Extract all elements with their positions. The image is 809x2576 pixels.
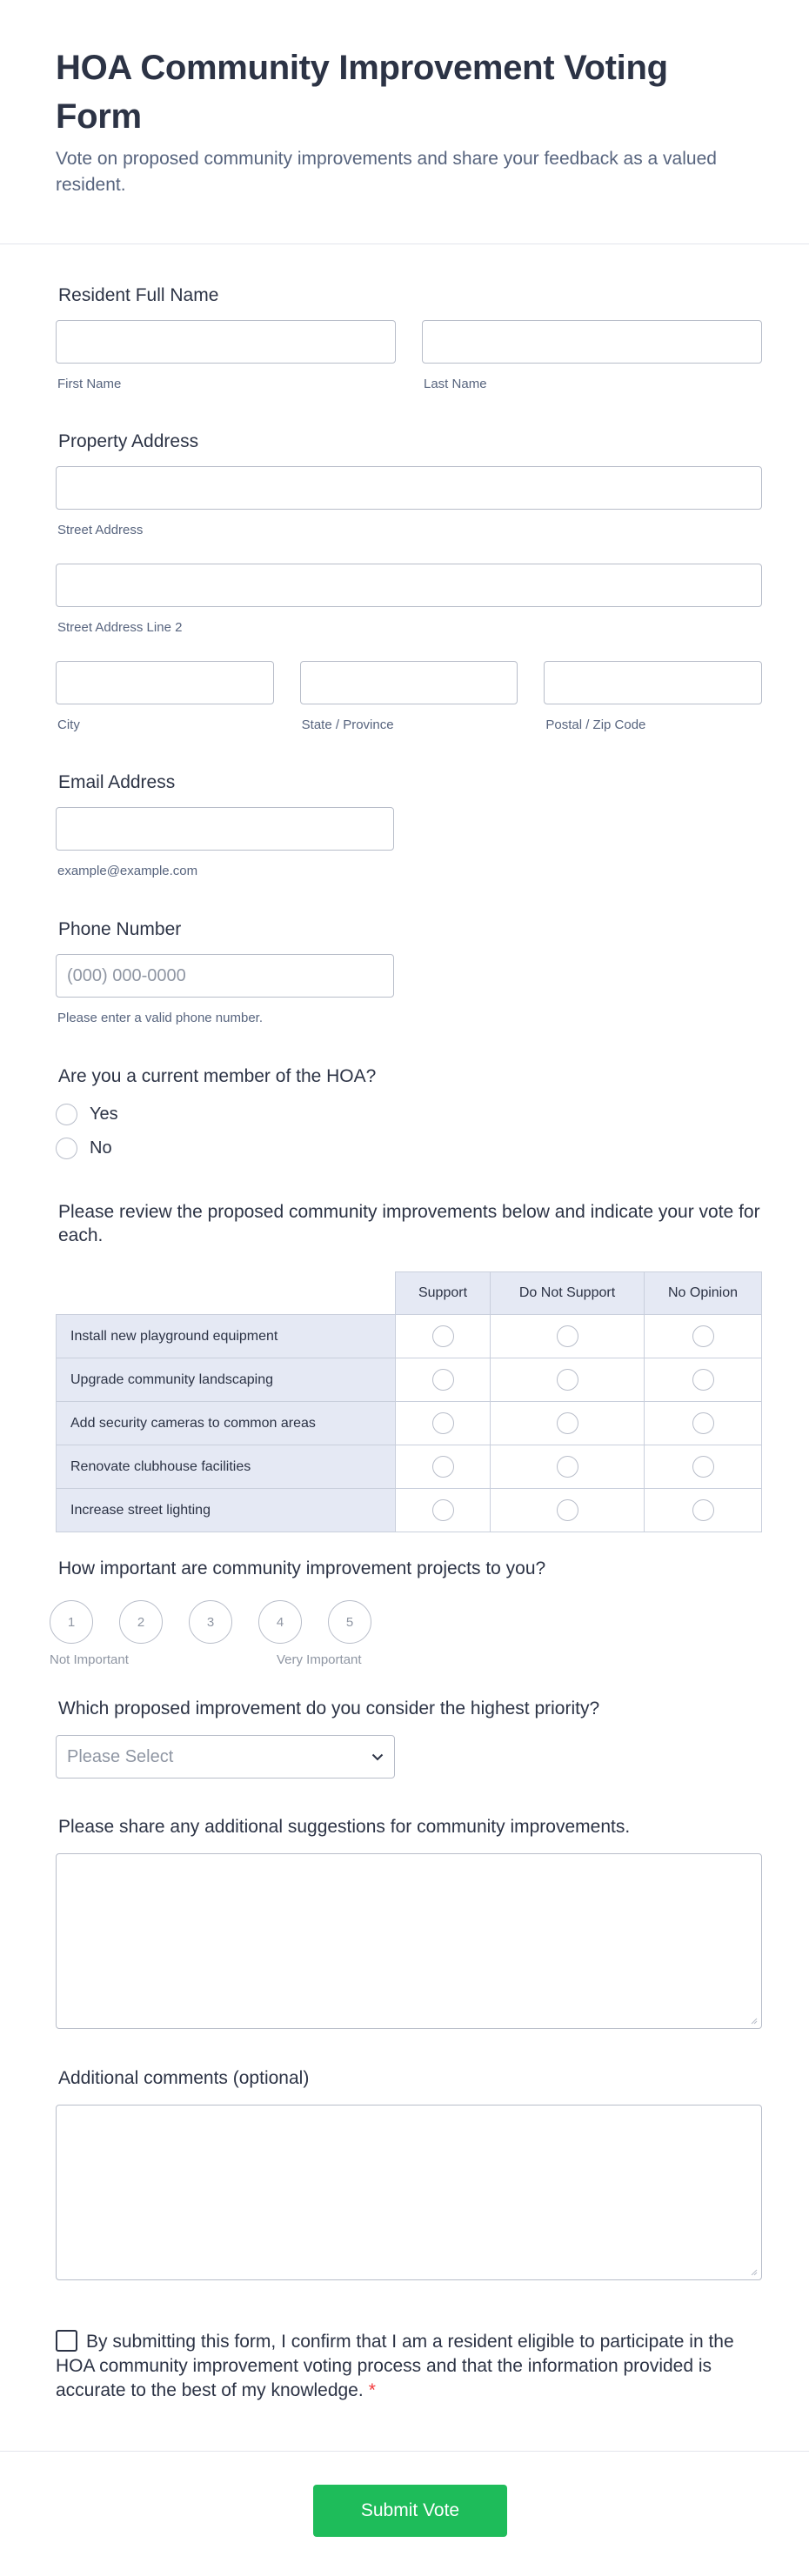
first-name-input[interactable] xyxy=(56,320,396,364)
membership-option-label: Yes xyxy=(90,1104,118,1124)
priority-select[interactable] xyxy=(56,1735,395,1779)
city-input[interactable] xyxy=(56,661,274,704)
scale-high-label: Very Important xyxy=(277,1652,362,1667)
membership-option-label: No xyxy=(90,1138,112,1158)
matrix-cell[interactable] xyxy=(396,1358,491,1402)
comments-field xyxy=(56,2066,762,2280)
zip-sublabel: Postal / Zip Code xyxy=(545,717,646,732)
matrix-cell[interactable] xyxy=(491,1445,645,1489)
street-address-line2-input[interactable] xyxy=(56,564,762,607)
submit-button[interactable]: Submit Vote xyxy=(313,2485,507,2537)
radio-circle-icon[interactable] xyxy=(557,1325,578,1347)
name-field xyxy=(56,284,762,393)
matrix-cell[interactable] xyxy=(491,1358,645,1402)
comments-label: Additional comments (optional) xyxy=(58,2068,310,2088)
page-subtitle: Vote on proposed community improvements and share your feedback as a valued resident. xyxy=(56,149,717,195)
scale-low-label: Not Important xyxy=(50,1652,129,1667)
radio-circle-icon[interactable] xyxy=(432,1412,454,1434)
consent-checkbox[interactable] xyxy=(56,2330,77,2352)
phone-field xyxy=(56,918,762,1027)
radio-circle-icon[interactable] xyxy=(432,1325,454,1347)
improvements-matrix xyxy=(56,1271,762,1532)
required-mark: * xyxy=(368,2380,376,2400)
matrix-row-label: Add security cameras to common areas xyxy=(57,1402,396,1445)
matrix-row xyxy=(57,1445,762,1489)
importance-field xyxy=(50,1557,762,1670)
last-name-input[interactable] xyxy=(422,320,762,364)
matrix-cell[interactable] xyxy=(396,1402,491,1445)
radio-circle-icon[interactable] xyxy=(692,1499,714,1521)
radio-circle-icon[interactable] xyxy=(432,1456,454,1478)
matrix-cell[interactable] xyxy=(396,1445,491,1489)
name-label: Resident Full Name xyxy=(58,285,219,305)
suggestions-textarea[interactable] xyxy=(56,1853,762,2029)
matrix-cell[interactable] xyxy=(645,1489,762,1532)
city-sublabel: City xyxy=(57,717,80,732)
state-input[interactable] xyxy=(300,661,518,704)
priority-select-value: Please Select xyxy=(67,1746,174,1766)
matrix-label: Please review the proposed community improvements below and indicate your vote for each. xyxy=(58,1202,760,1245)
radio-circle-icon[interactable] xyxy=(56,1138,77,1159)
page-title: HOA Community Improvement Voting Form xyxy=(56,49,668,136)
first-name-sublabel: First Name xyxy=(57,377,122,391)
radio-circle-icon[interactable] xyxy=(56,1104,77,1125)
suggestions-field xyxy=(56,1815,762,2029)
state-sublabel: State / Province xyxy=(301,717,394,732)
address-field xyxy=(56,430,762,734)
scale-option-5[interactable]: 5 xyxy=(328,1600,371,1644)
email-input[interactable] xyxy=(56,807,394,851)
resize-grip-icon[interactable] xyxy=(749,2267,758,2276)
importance-label: How important are community improvement projects to you? xyxy=(58,1558,546,1578)
comments-textarea[interactable] xyxy=(56,2105,762,2280)
phone-sublabel: Please enter a valid phone number. xyxy=(57,1011,263,1025)
radio-circle-icon[interactable] xyxy=(692,1456,714,1478)
chevron-down-icon xyxy=(371,1753,384,1761)
street-address-sublabel: Street Address xyxy=(57,523,144,537)
matrix-column-header: Support xyxy=(396,1272,491,1315)
improvements-matrix-field xyxy=(56,1200,762,1532)
matrix-cell[interactable] xyxy=(396,1489,491,1532)
matrix-cell[interactable] xyxy=(491,1315,645,1358)
scale-option-4[interactable]: 4 xyxy=(258,1600,302,1644)
matrix-row xyxy=(57,1315,762,1358)
membership-option-no[interactable] xyxy=(56,1137,762,1159)
address-label: Property Address xyxy=(58,431,199,451)
radio-circle-icon[interactable] xyxy=(692,1412,714,1434)
matrix-row-label: Increase street lighting xyxy=(57,1489,396,1532)
membership-option-yes[interactable] xyxy=(56,1103,762,1125)
phone-label: Phone Number xyxy=(58,919,182,939)
matrix-row xyxy=(57,1402,762,1445)
matrix-row-label: Renovate clubhouse facilities xyxy=(57,1445,396,1489)
email-label: Email Address xyxy=(58,772,176,792)
membership-field xyxy=(56,1064,762,1171)
matrix-cell[interactable] xyxy=(645,1402,762,1445)
scale-option-2[interactable]: 2 xyxy=(119,1600,163,1644)
membership-label: Are you a current member of the HOA? xyxy=(58,1066,377,1086)
radio-circle-icon[interactable] xyxy=(557,1499,578,1521)
zip-input[interactable] xyxy=(544,661,762,704)
matrix-cell[interactable] xyxy=(491,1402,645,1445)
matrix-row xyxy=(57,1358,762,1402)
radio-circle-icon[interactable] xyxy=(692,1325,714,1347)
matrix-cell[interactable] xyxy=(491,1489,645,1532)
matrix-cell[interactable] xyxy=(396,1315,491,1358)
radio-circle-icon[interactable] xyxy=(557,1369,578,1391)
form-footer xyxy=(0,2451,809,2576)
matrix-cell[interactable] xyxy=(645,1315,762,1358)
radio-circle-icon[interactable] xyxy=(557,1456,578,1478)
matrix-corner xyxy=(57,1272,396,1315)
email-field xyxy=(56,771,762,880)
priority-label: Which proposed improvement do you consider the highest priority? xyxy=(58,1698,600,1718)
scale-option-3[interactable]: 3 xyxy=(189,1600,232,1644)
last-name-sublabel: Last Name xyxy=(424,377,487,391)
consent-field xyxy=(56,2330,762,2403)
radio-circle-icon[interactable] xyxy=(432,1369,454,1391)
matrix-row xyxy=(57,1489,762,1532)
street-address-input[interactable] xyxy=(56,466,762,510)
email-sublabel: example@example.com xyxy=(57,864,198,878)
matrix-column-header: No Opinion xyxy=(645,1272,762,1315)
street-address-line2-sublabel: Street Address Line 2 xyxy=(57,620,183,635)
radio-circle-icon[interactable] xyxy=(692,1369,714,1391)
priority-field xyxy=(56,1697,762,1779)
consent-checkbox-row[interactable] xyxy=(56,2330,762,2403)
phone-input[interactable] xyxy=(56,954,394,998)
matrix-cell[interactable] xyxy=(645,1358,762,1402)
suggestions-label: Please share any additional suggestions for community improvements. xyxy=(58,1817,631,1837)
consent-text: By submitting this form, I confirm that I am a resident eligible to participate in the HOA community improvement voting process and that the information provided is accurate to the best of my knowledge. xyxy=(56,2332,734,2400)
form-header xyxy=(0,0,809,244)
importance-scale xyxy=(50,1600,762,1644)
radio-circle-icon[interactable] xyxy=(557,1412,578,1434)
matrix-row-label: Upgrade community landscaping xyxy=(57,1358,396,1402)
matrix-cell[interactable] xyxy=(645,1445,762,1489)
scale-option-1[interactable]: 1 xyxy=(50,1600,93,1644)
matrix-row-label: Install new playground equipment xyxy=(57,1315,396,1358)
radio-circle-icon[interactable] xyxy=(432,1499,454,1521)
matrix-column-header: Do Not Support xyxy=(491,1272,645,1315)
resize-grip-icon[interactable] xyxy=(749,2016,758,2025)
